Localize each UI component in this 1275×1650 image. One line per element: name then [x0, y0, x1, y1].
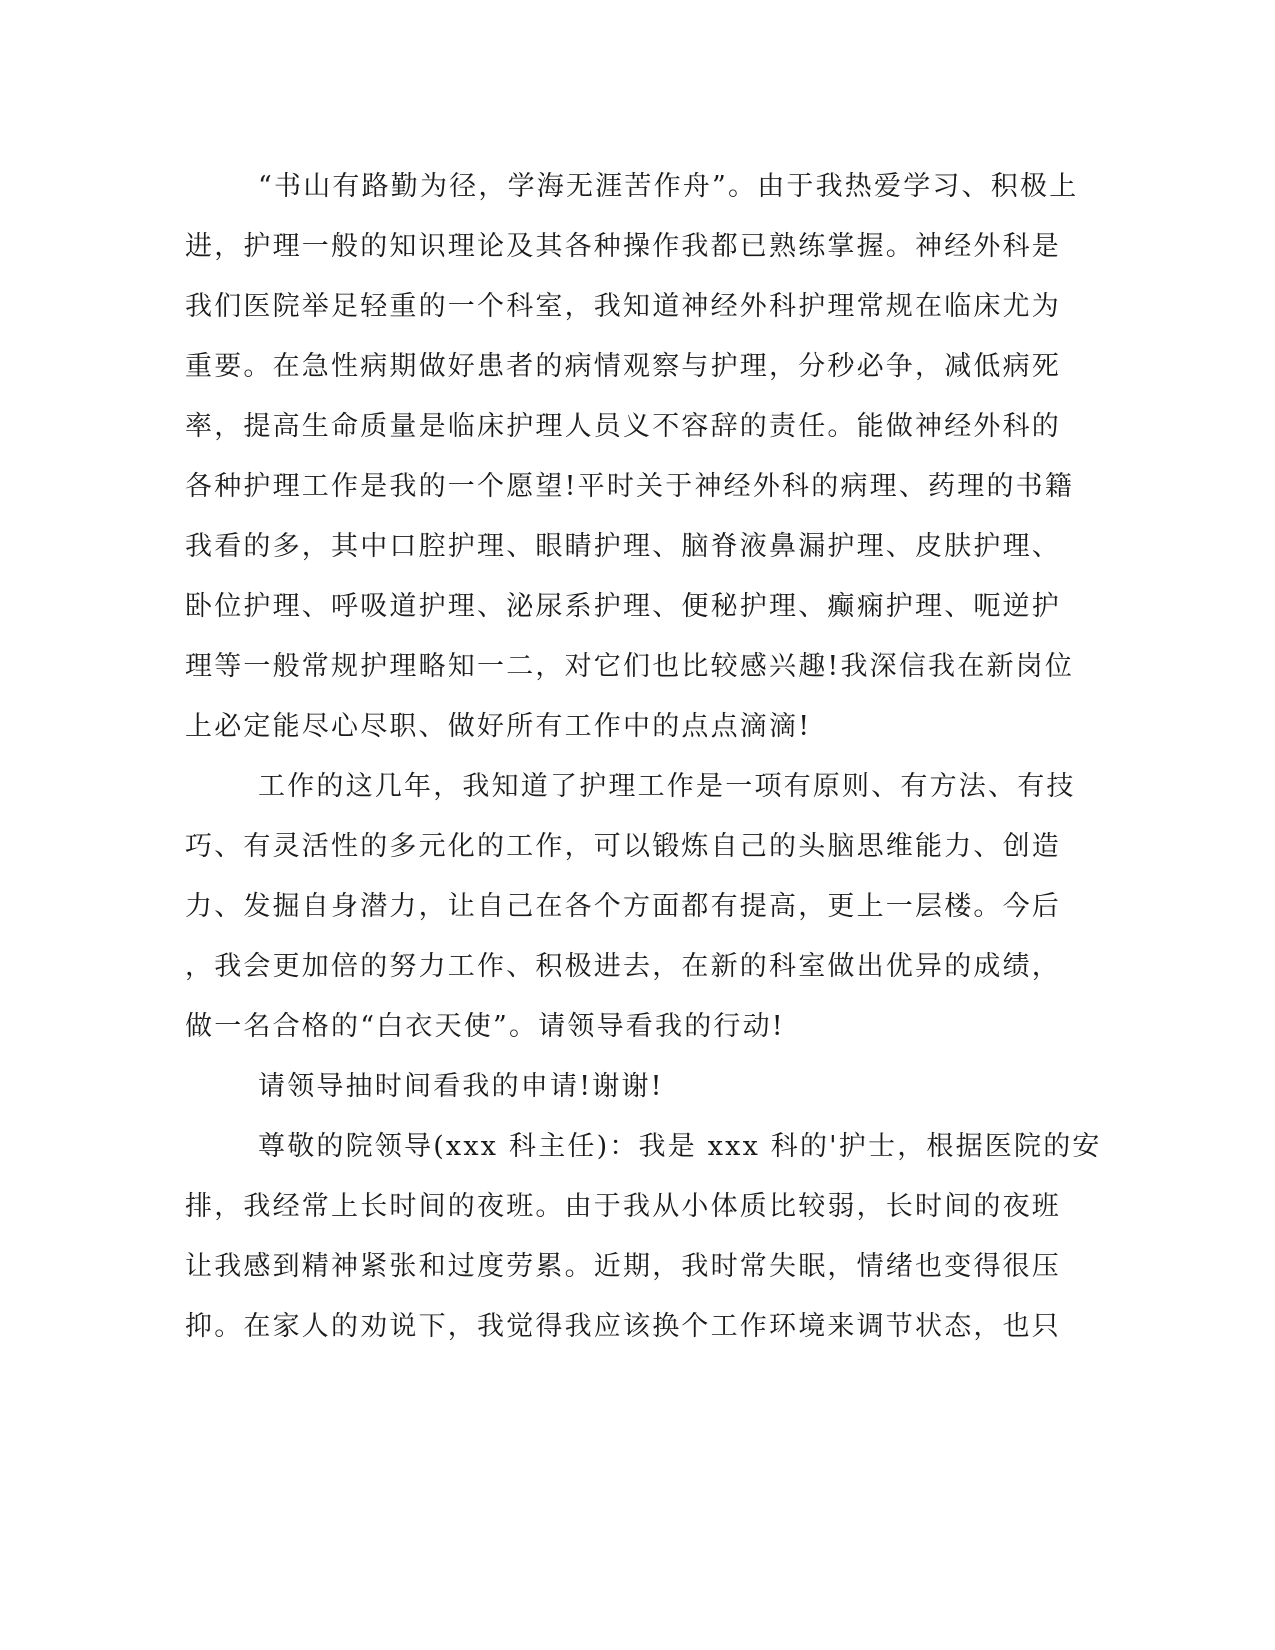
text-line: 卧位护理、呼吸道护理、泌尿系护理、便秘护理、癫痫护理、呃逆护 — [185, 591, 1061, 622]
text-line: 排，我经常上长时间的夜班。由于我从小体质比较弱，长时间的夜班 — [185, 1191, 1061, 1222]
text-line: 让我感到精神紧张和过度劳累。近期，我时常失眠，情绪也变得很压 — [185, 1251, 1061, 1282]
text-line: 巧、有灵活性的多元化的工作，可以锻炼自己的头脑思维能力、创造 — [185, 831, 1061, 862]
text-line: 上必定能尽心尽职、做好所有工作中的点点滴滴! — [185, 711, 812, 742]
text-line: 做一名合格的“白衣天使”。请领导看我的行动! — [185, 1011, 785, 1042]
text-line: 尊敬的院领导(xxx 科主任)：我是 xxx 科的'护士，根据医院的安 — [258, 1131, 1102, 1162]
text-line: 重要。在急性病期做好患者的病情观察与护理，分秒必争，减低病死 — [185, 351, 1061, 382]
text-line: 理等一般常规护理略知一二，对它们也比较感兴趣!我深信我在新岗位 — [185, 651, 1075, 682]
text-line: ，我会更加倍的努力工作、积极进去，在新的科室做出优异的成绩， — [185, 951, 1061, 982]
text-line: 我看的多，其中口腔护理、眼睛护理、脑脊液鼻漏护理、皮肤护理、 — [185, 531, 1061, 562]
text-line: 工作的这几年，我知道了护理工作是一项有原则、有方法、有技 — [258, 771, 1076, 802]
document-body — [185, 157, 1102, 1357]
text-line: 力、发掘自身潜力，让自己在各个方面都有提高，更上一层楼。今后 — [185, 891, 1061, 922]
text-line: 率，提高生命质量是临床护理人员义不容辞的责任。能做神经外科的 — [185, 411, 1061, 442]
text-line: 我们医院举足轻重的一个科室，我知道神经外科护理常规在临床尤为 — [185, 291, 1061, 322]
text-line: “书山有路勤为径，学海无涯苦作舟”。由于我热爱学习、积极上 — [258, 171, 1079, 202]
text-line: 抑。在家人的劝说下，我觉得我应该换个工作环境来调节状态，也只 — [185, 1311, 1061, 1342]
text-line: 进，护理一般的知识理论及其各种操作我都已熟练掌握。神经外科是 — [185, 231, 1061, 262]
text-line: 各种护理工作是我的一个愿望!平时关于神经外科的病理、药理的书籍 — [185, 471, 1075, 502]
text-line: 请领导抽时间看我的申请!谢谢! — [258, 1071, 664, 1102]
